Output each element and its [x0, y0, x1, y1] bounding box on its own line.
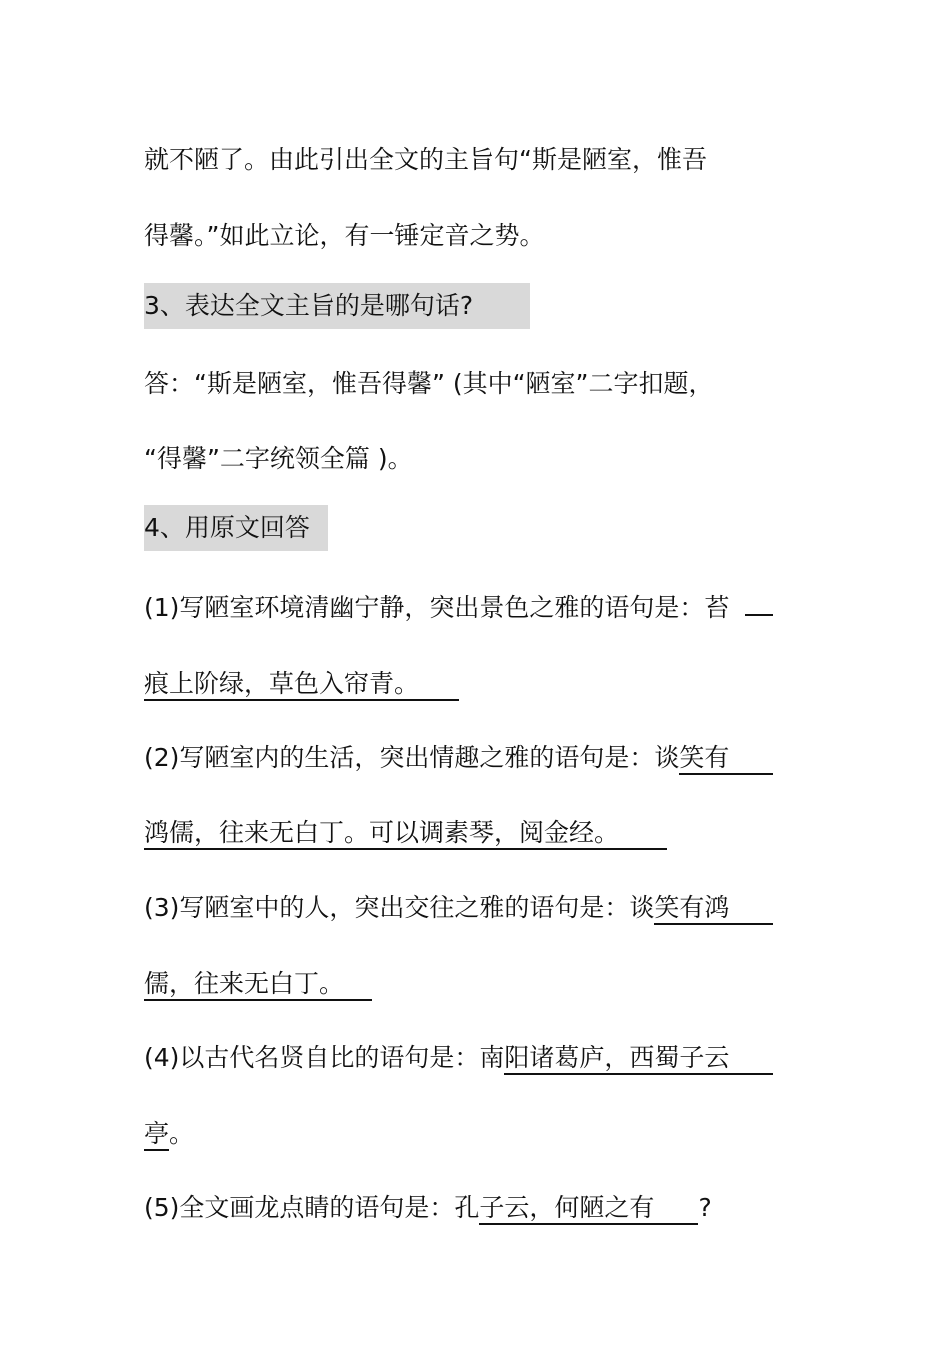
- q4-item5-prompt: [144, 1190, 712, 1226]
- q4-item1-answer: 痕上阶绿，草色入帘青。: [144, 669, 459, 701]
- q4-item1-prompt-text: (1)写陋室环境清幽宁静，突出景色之雅的语句是：苔: [144, 593, 730, 622]
- q4-item4-answer-b: 亭: [144, 1119, 169, 1151]
- q4-item4-tail: 。: [169, 1119, 195, 1148]
- q4-item2-prompt: [144, 740, 773, 776]
- q4-item3-answer-line: [144, 966, 372, 1002]
- q3-title: [144, 283, 530, 329]
- q4-item2-answer-a: 笑有: [679, 743, 773, 775]
- para1-line1: 就不陋了。由此引出全文的主旨句“斯是陋室，惟吾: [144, 145, 707, 174]
- q4-item1-prompt: [144, 590, 773, 626]
- q4-item3-prompt-text: (3)写陋室中的人，突出交往之雅的语句是：谈: [144, 893, 655, 922]
- q4-item2-prompt-text: (2)写陋室内的生活，突出情趣之雅的语句是：谈: [144, 743, 680, 772]
- q4-item3-answer-b: 儒，往来无白丁。: [144, 969, 372, 1001]
- q4-item4-answer-line: [144, 1116, 194, 1152]
- q4-item5-prompt-text: (5)全文画龙点睛的语句是：孔: [144, 1193, 480, 1222]
- q4-item4-answer-a: 阳诸葛庐，西蜀子云: [504, 1043, 773, 1075]
- para1-line2: 得馨。”如此立论，有一锤定音之势。: [144, 221, 545, 250]
- q3-answer-line1: 答：“斯是陋室，惟吾得馨” (其中“陋室”二字扣题，: [144, 369, 714, 398]
- q4-title: [144, 505, 328, 551]
- q4-item4-prompt: [144, 1040, 773, 1076]
- q4-item2-answer-b: 鸿儒，往来无白丁。可以调素琴，阅金经。: [144, 818, 667, 850]
- q4-item4-prompt-text: (4)以古代名贤自比的语句是：南: [144, 1043, 505, 1072]
- q4-item1-blank: [745, 613, 773, 616]
- q3-title-text: 3、表达全文主旨的是哪句话?: [144, 283, 530, 329]
- q4-title-text: 4、用原文回答: [144, 505, 328, 551]
- q4-item3-prompt: [144, 890, 773, 926]
- q4-item1-answer-line: [144, 666, 459, 702]
- q4-item3-answer-a: 笑有鸿: [654, 893, 773, 925]
- q4-item2-answer-line: [144, 815, 667, 851]
- q4-item5-tail: ?: [698, 1193, 712, 1222]
- q3-answer-line2: “得馨”二字统领全篇 )。: [144, 444, 413, 473]
- q4-item5-answer: 子云，何陋之有: [479, 1193, 698, 1225]
